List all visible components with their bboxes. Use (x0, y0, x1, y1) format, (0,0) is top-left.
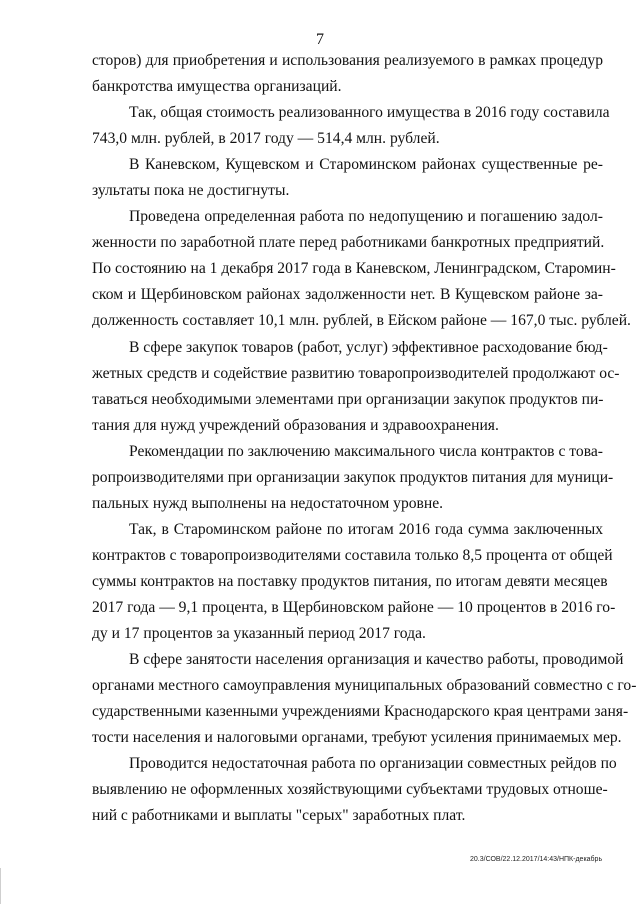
paragraph-line: долженность составляет 10,1 млн. рублей, в Ейском районе — 167,0 тыс. рублей. (92, 312, 631, 330)
paragraph-line: контрактов с товаропроизводителями составила только 8,5 процента от общей (92, 546, 613, 564)
paragraph-line: пальных нужд выполнены на недостаточном уровне. (92, 494, 444, 512)
paragraph (92, 335, 620, 439)
paragraph-line: ропроизводителями при организации закупок продуктов питания для муници- (92, 468, 614, 486)
paragraph-line: Рекомендации по заключению максимального числа контрактов с това- (129, 442, 603, 460)
paragraph (92, 517, 616, 647)
document-body (92, 48, 637, 829)
paragraph-line: ском и Щербиновском районах задолженности нет. В Кущевском районе за- (92, 286, 603, 304)
paragraph-line: тания для нужд учреждений образования и здравоохранения. (92, 416, 499, 434)
paragraph (92, 439, 614, 517)
paragraph-line: сторов) для приобретения и использования реализуемого в рамках процедур (92, 52, 603, 69)
paragraph-line: Так, в Староминском районе по итогам 2016 года сумма заключенных (129, 520, 603, 538)
paragraph-line: тости населения и налоговыми органами, требуют усиления принимаемых мер. (92, 729, 622, 747)
paragraph (92, 152, 603, 204)
paragraph-line: зультаты пока не достигнуты. (92, 182, 290, 200)
paragraph-line: ний с работниками и выплаты "серых" заработных плат. (92, 807, 466, 825)
paragraph-line: Проведена определенная работа по недопущению и погашению задол- (129, 208, 603, 226)
paragraph-line: В сфере занятости населения организация и качество работы, проводимой (129, 651, 624, 669)
paragraph-line: жетных средств и содействие развитию товаропроизводителей продолжают ос- (92, 364, 620, 382)
paragraph (92, 751, 617, 829)
paragraph-line: выявлению не оформленных хозяйствующими субъектами трудовых отноше- (92, 781, 608, 799)
paragraph-line: Так, общая стоимость реализованного имущества в 2016 году составила (129, 104, 610, 122)
paragraph-line: банкротства имущества организаций. (92, 78, 342, 96)
paragraph (92, 48, 603, 100)
paragraph (92, 100, 610, 152)
paragraph-line: суммы контрактов на поставку продуктов питания, по итогам девяти месяцев (92, 572, 608, 590)
paragraph-line: 2017 года — 9,1 процента, в Щербиновском районе — 10 процентов в 2016 го- (92, 598, 616, 616)
paragraph-line: В сфере закупок товаров (работ, услуг) эффективное расходование бюд- (129, 338, 608, 356)
page-number: 7 (316, 31, 324, 48)
paragraph-line: ду и 17 процентов за указанный период 2017 года. (92, 625, 426, 643)
paragraph-line: 743,0 млн. рублей, в 2017 году — 514,4 млн. рублей. (92, 130, 440, 148)
paragraph-line: женности по заработной плате перед работниками банкротных предприятий. (92, 234, 605, 252)
paragraph-line: В Каневском, Кущевском и Староминском районах существенные ре- (129, 156, 603, 174)
paragraph-line: таваться необходимыми элементами при организации закупок продуктов пи- (92, 390, 604, 408)
paragraph-line: По состоянию на 1 декабря 2017 года в Каневском, Ленинградском, Старомин- (92, 260, 616, 278)
paragraph-line: органами местного самоуправления муниципальных образований совместно с го- (92, 677, 637, 695)
paragraph-line: сударственными казенными учреждениями Краснодарского края центрами заня- (92, 703, 629, 721)
paragraph-line: Проводится недостаточная работа по организации совместных рейдов по (129, 755, 617, 773)
paragraph (92, 204, 631, 334)
document-footer-code: 20.3/СОВ/22.12.2017/14:43/НПК-декабрь (470, 856, 603, 863)
scan-edge-mark (0, 868, 5, 904)
paragraph (92, 647, 637, 751)
